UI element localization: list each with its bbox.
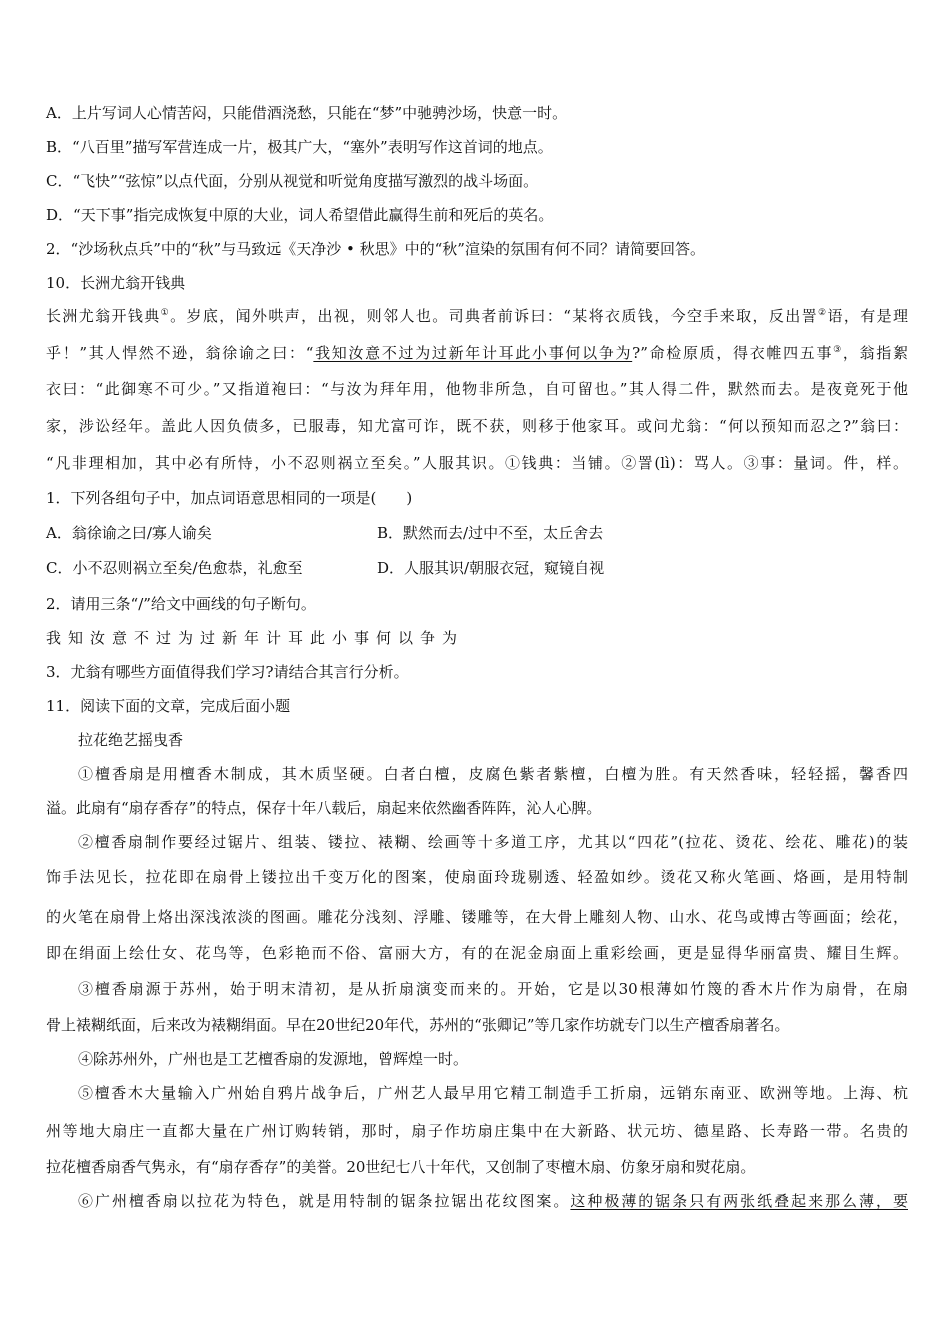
q11-paragraph-2-line-2: 饰手法见长，拉花即在扇骨上镂拉出千变万化的图案，使扇面玲珑剔透、轻盈如纱。烫花又称火笔画、烙画，是用特制	[46, 868, 908, 886]
q9-subquestion-2: 2．“沙场秋点兵”中的“秋”与马致远《天净沙 • 秋思》中的“秋”渲染的氛围有何不同？请简要回答。	[46, 240, 705, 258]
q10-subquestion-1: 1．下列各组句子中，加点词语意思相同的一项是( )	[46, 489, 413, 507]
q10-option-a: A．翁徐谕之曰/寡人谕矣	[46, 524, 212, 542]
q11-paragraph-4: ④除苏州外，广州也是工艺檀香扇的发源地，曾辉煌一时。	[78, 1050, 469, 1068]
q11-paragraph-5-line-2: 州等地大扇庄一直都大量在广州订购转销，那时，扇子作坊扇庄集中在大新路、状元坊、德星路、长寿路一带。名贵的	[46, 1122, 908, 1140]
q10-passage-text: 长洲尤翁开钱典	[46, 307, 161, 325]
underlined-sentence: 我知汝意不过为过新年计耳此小事何以争为	[313, 344, 633, 362]
q9-option-b: B．“八百里”描写军营连成一片，极其广大，“塞外”表明写作这首词的地点。	[46, 138, 553, 156]
q10-option-b: B．默然而去/过中不至，太丘舍去	[377, 524, 604, 542]
q9-option-a: A．上片写词人心情苦闷，只能借酒浇愁，只能在“梦”中驰骋沙场，快意一时。	[46, 104, 568, 122]
q10-passage-text: ，翁指絮	[842, 344, 908, 362]
q11-paragraph-6-text: ⑥广州檀香扇以拉花为特色，就是用特制的锯条拉锯出花纹图案。	[78, 1192, 571, 1210]
q10-passage-line-2	[46, 343, 908, 363]
q10-passage-line-1	[46, 306, 908, 326]
q10-heading: 10．长洲尤翁开钱典	[46, 274, 186, 292]
q11-paragraph-3-line-1: ③檀香扇源于苏州，始于明末清初，是从折扇演变而来的。开始，它是以30根薄如竹篾的香木片作为扇骨，在扇	[78, 980, 908, 998]
underlined-sentence: 这种极薄的锯条只有两张纸叠起来那么薄，要	[570, 1192, 908, 1210]
q11-paragraph-6-line-1	[78, 1191, 908, 1211]
q11-heading: 11．阅读下面的文章，完成后面小题	[46, 697, 291, 715]
q10-option-c: C．小不忍则祸立至矣/色愈恭，礼愈至	[46, 559, 303, 577]
q9-option-c: C．“飞快”“弦惊”以点代面，分别从视觉和听觉角度描写激烈的战斗场面。	[46, 172, 539, 190]
q11-paragraph-1-line-2: 溢。此扇有“扇存香存”的特点，保存十年八载后，扇起来依然幽香阵阵，沁人心脾。	[46, 799, 602, 817]
q10-passage-line-3: 衣曰：“此御寒不可少。”又指道袍曰：“与汝为拜年用，他物非所急，自可留也。”其人得二件，默然而去。是夜竟死于他	[46, 380, 908, 398]
q10-passage-line-5: “凡非理相加，其中必有所恃，小不忍则祸立至矣。”人服其识。①钱典：当铺。②詈(lì)：骂人。③事：量词。件，样。	[46, 454, 908, 472]
footnote-marker-1: ①	[160, 308, 171, 318]
q10-options-row-1	[46, 523, 908, 543]
q9-option-d: D．“天下事”指完成恢复中原的大业，词人希望借此赢得生前和死后的英名。	[46, 206, 554, 224]
q11-paragraph-2-line-3: 的火笔在扇骨上烙出深浅浓淡的图画。雕花分浅刻、浮雕、镂雕等，在大骨上雕刻人物、山水、花鸟或博古等画面；绘花，	[46, 908, 908, 926]
q11-paragraph-5-line-1: ⑤檀香木大量输入广州始自鸦片战争后，广州艺人最早用它精工制造手工折扇，远销东南亚、欧洲等地。上海、杭	[78, 1084, 908, 1102]
q10-option-d: D．人服其识/朝服衣冠，窥镜自视	[377, 559, 605, 577]
q10-passage-text: 乎！”其人悍然不逊，翁徐谕之曰：“	[46, 344, 314, 362]
q11-article-title: 拉花绝艺摇曳香	[78, 731, 184, 749]
q10-passage-text: 。岁底，闻外哄声，出视，则邻人也。司典者前诉曰：“某将衣质钱，今空手来取，反出詈	[170, 307, 818, 325]
footnote-marker-3: ③	[833, 345, 843, 355]
q11-paragraph-2-line-4: 即在绢面上绘仕女、花鸟等，色彩艳而不俗、富丽大方，有的在泥金扇面上重彩绘画，更是显得华丽富贵、耀目生辉。	[46, 944, 908, 962]
q10-passage-line-4: 家，涉讼经年。盖此人因负债多，已服毒，知尤富可诈，既不获，则移于他家耳。或问尤翁：“何以预知而忍之?”翁曰：	[46, 417, 908, 435]
q10-options-row-2	[46, 558, 908, 578]
q11-paragraph-3-line-2: 骨上裱糊纸面，后来改为裱糊绢面。早在20世纪20年代，苏州的“张卿记”等几家作坊就专门以生产檀香扇著名。	[46, 1016, 790, 1034]
q10-subquestion-2: 2．请用三条“/”给文中画线的句子断句。	[46, 595, 316, 613]
q11-paragraph-1-line-1: ①檀香扇是用檀香木制成，其木质坚硬。白者白檀，皮腐色紫者紫檀，白檀为胜。有天然香味，轻轻摇，馨香四	[78, 765, 908, 783]
q11-paragraph-5-line-3: 拉花檀香扇香气隽永，有“扇存香存”的美誉。20世纪七八十年代，又创制了枣檀木扇、仿象牙扇和熨花扇。	[46, 1158, 756, 1176]
q10-subquestion-3: 3．尤翁有哪些方面值得我们学习?请结合其言行分析。	[46, 663, 409, 681]
q10-passage-text: ?”命检原质，得衣帷四五事	[632, 344, 834, 362]
q10-sentence-to-punctuate: 我知汝意不过为过新年计耳此小事何以争为	[46, 629, 465, 647]
q10-passage-text: 语，有是理	[827, 307, 908, 325]
q11-paragraph-2-line-1: ②檀香扇制作要经过锯片、组装、镂拉、裱糊、绘画等十多道工序，尤其以“四花”(拉花、烫花、绘花、雕花)的装	[78, 833, 908, 851]
footnote-marker-2: ②	[818, 308, 828, 318]
